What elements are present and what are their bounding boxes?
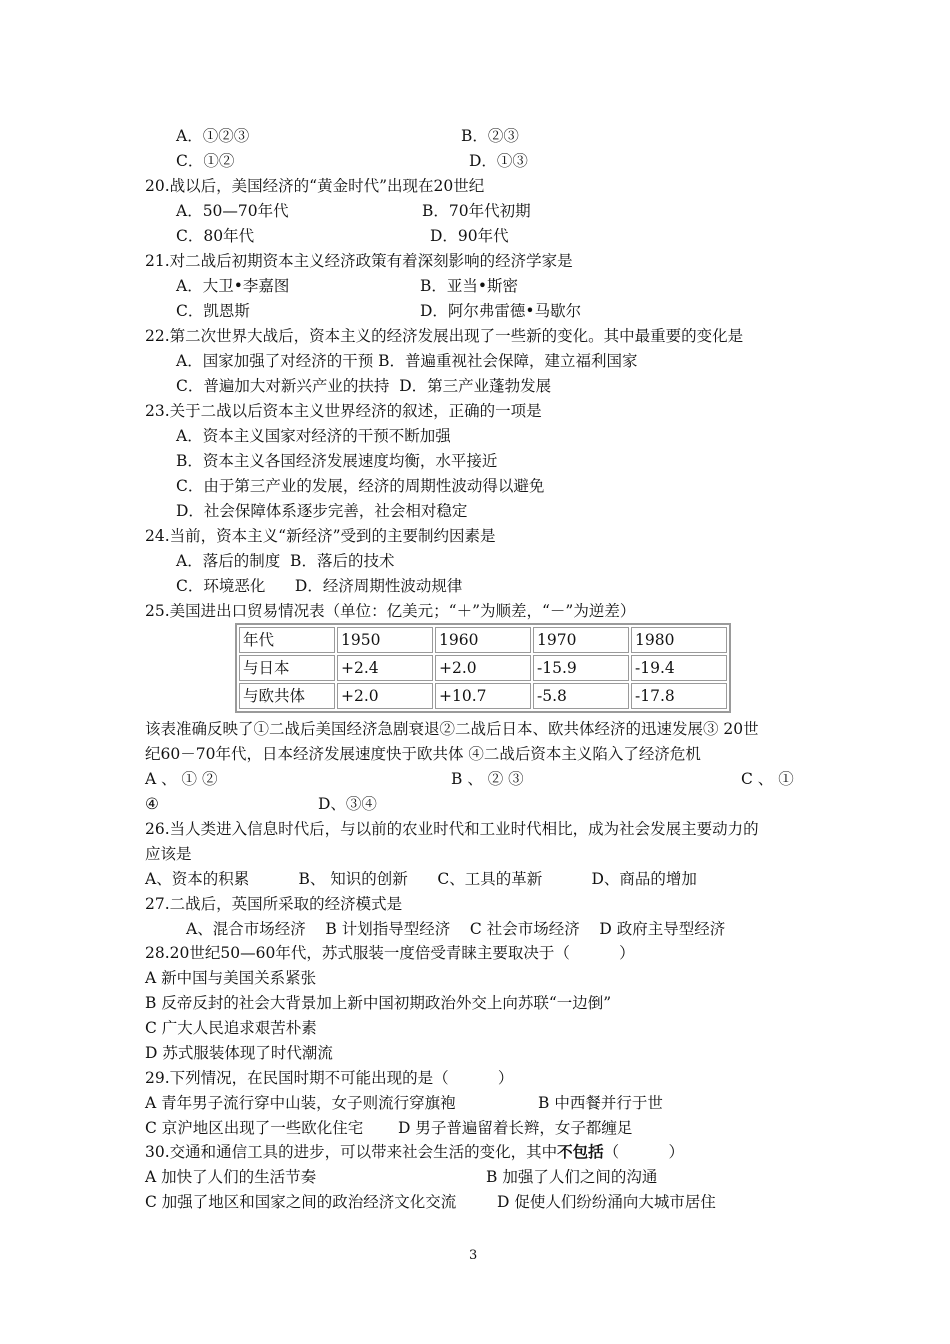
q30-stem-text: 30.交通和通信工具的进步，可以带来社会生活的变化，其中 [145, 1143, 558, 1161]
q20-option-a: A．50—70年代 [176, 202, 289, 220]
q22-options-line2: C．普遍加大对新兴产业的扶持 D．第三产业蓬勃发展 [176, 377, 552, 395]
q26-stem-line2: 应该是 [145, 845, 192, 863]
q19-option-d: D．①③ [469, 152, 528, 170]
q22-stem: 22.第二次世界大战后，资本主义的经济发展出现了一些新的变化。其中最重要的变化是 [145, 327, 744, 345]
q28-option-c: C 广大人民追求艰苦朴素 [145, 1019, 317, 1037]
table-cell: 与欧共体 [239, 683, 335, 709]
table-cell: 1960 [435, 627, 531, 653]
q21-option-c: C．凯恩斯 [176, 302, 250, 320]
table-cell: 1980 [631, 627, 727, 653]
q25-option-a: A 、 ① ② [145, 770, 218, 788]
q29-option-a: A 青年男子流行穿中山装，女子则流行穿旗袍 [145, 1094, 456, 1112]
q25-option-b: B 、 ② ③ [451, 770, 524, 788]
q20-option-c: C．80年代 [176, 227, 255, 245]
q21-option-a: A．大卫•李嘉图 [176, 277, 290, 295]
q29-option-b: B 中西餐并行于世 [538, 1094, 663, 1112]
q28-option-a: A 新中国与美国关系紧张 [145, 969, 317, 987]
q30-stem-blank: （ ） [603, 1143, 684, 1161]
q25-paragraph-line2: 纪60－70年代，日本经济发展速度快于欧共体 ④二战后资本主义陷入了经济危机 [145, 745, 701, 763]
table-cell: +2.0 [435, 655, 531, 681]
q28-option-d: D 苏式服装体现了时代潮流 [145, 1044, 333, 1062]
q29-option-d: D 男子普遍留着长辫，女子都缠足 [398, 1119, 633, 1137]
table-cell: +2.0 [337, 683, 433, 709]
table-row [239, 683, 727, 709]
q25-stem: 25.美国进出口贸易情况表（单位：亿美元；“＋”为顺差，“－”为逆差） [145, 602, 636, 620]
table-cell: -5.8 [533, 683, 629, 709]
q30-option-b: B 加强了人们之间的沟通 [486, 1168, 658, 1186]
q25-option-c: C 、 ① [741, 770, 794, 788]
q30-stem-emphasis: 不包括 [557, 1142, 604, 1161]
q22-options-line1: A．国家加强了对经济的干预 B．普遍重视社会保障，建立福利国家 [176, 352, 638, 370]
q23-option-b: B．资本主义各国经济发展速度均衡，水平接近 [176, 452, 498, 470]
table-row [239, 627, 727, 653]
table-cell: 1970 [533, 627, 629, 653]
q23-option-d: D．社会保障体系逐步完善，社会相对稳定 [176, 502, 468, 520]
table-cell: 与日本 [239, 655, 335, 681]
table-cell: +2.4 [337, 655, 433, 681]
table-cell: 1950 [337, 627, 433, 653]
q23-option-c: C．由于第三产业的发展，经济的周期性波动得以避免 [176, 477, 545, 495]
table-cell: +10.7 [435, 683, 531, 709]
q24-options-line1: A．落后的制度 B．落后的技术 [176, 552, 395, 570]
q25-option-d: D、③④ [318, 795, 377, 813]
q26-options: A、资本的积累 B、 知识的创新 C、工具的革新 D、商品的增加 [145, 870, 697, 888]
trade-table [235, 623, 731, 713]
q23-stem: 23.关于二战以后资本主义世界经济的叙述，正确的一项是 [145, 402, 542, 420]
q21-option-d: D．阿尔弗雷德•马歇尔 [420, 302, 582, 320]
page-number: 3 [469, 1248, 478, 1263]
q30-option-d: D 促使人们纷纷涌向大城市居住 [497, 1193, 716, 1211]
q26-stem-line1: 26.当人类进入信息时代后，与以前的农业时代和工业时代相比，成为社会发展主要动力的 [145, 820, 759, 838]
q20-option-b: B．70年代初期 [422, 202, 531, 220]
q27-stem: 27.二战后，英国所采取的经济模式是 [145, 895, 403, 913]
q19-option-a: A．①②③ [176, 127, 250, 145]
table-cell: 年代 [239, 627, 335, 653]
table-cell: -17.8 [631, 683, 727, 709]
q25-paragraph-line1: 该表准确反映了①二战后美国经济急剧衰退②二战后日本、欧共体经济的迅速发展③ 20世 [145, 720, 759, 738]
table-cell: -19.4 [631, 655, 727, 681]
q28-stem: 28.20世纪50—60年代，苏式服装一度倍受青睐主要取决于（ ） [145, 944, 635, 962]
q20-option-d: D．90年代 [430, 227, 509, 245]
q24-stem: 24.当前，资本主义“新经济”受到的主要制约因素是 [145, 527, 496, 545]
q28-option-b: B 反帝反封的社会大背景加上新中国初期政治外交上向苏联“一边倒” [145, 994, 612, 1012]
q30-option-a: A 加快了人们的生活节奏 [145, 1168, 317, 1186]
q19-option-b: B．②③ [461, 127, 519, 145]
q21-stem: 21.对二战后初期资本主义经济政策有着深刻影响的经济学家是 [145, 252, 573, 270]
q25-option-c-continued: ④ [145, 795, 159, 813]
table-row [239, 655, 727, 681]
q19-option-c: C．①② [176, 152, 235, 170]
q23-option-a: A．资本主义国家对经济的干预不断加强 [176, 427, 451, 445]
q27-options: A、混合市场经济 B 计划指导型经济 C 社会市场经济 D 政府主导型经济 [186, 920, 726, 938]
q29-option-c: C 京沪地区出现了一些欧化住宅 [145, 1119, 364, 1137]
q30-stem [145, 1142, 684, 1162]
table-cell: -15.9 [533, 655, 629, 681]
q30-option-c: C 加强了地区和国家之间的政治经济文化交流 [145, 1193, 457, 1211]
q24-options-line2: C．环境恶化 D．经济周期性波动规律 [176, 577, 463, 595]
q29-stem: 29.下列情况，在民国时期不可能出现的是（ ） [145, 1069, 514, 1087]
q20-stem: 20.战以后，美国经济的“黄金时代”出现在20世纪 [145, 177, 485, 195]
q21-option-b: B．亚当•斯密 [420, 277, 519, 295]
